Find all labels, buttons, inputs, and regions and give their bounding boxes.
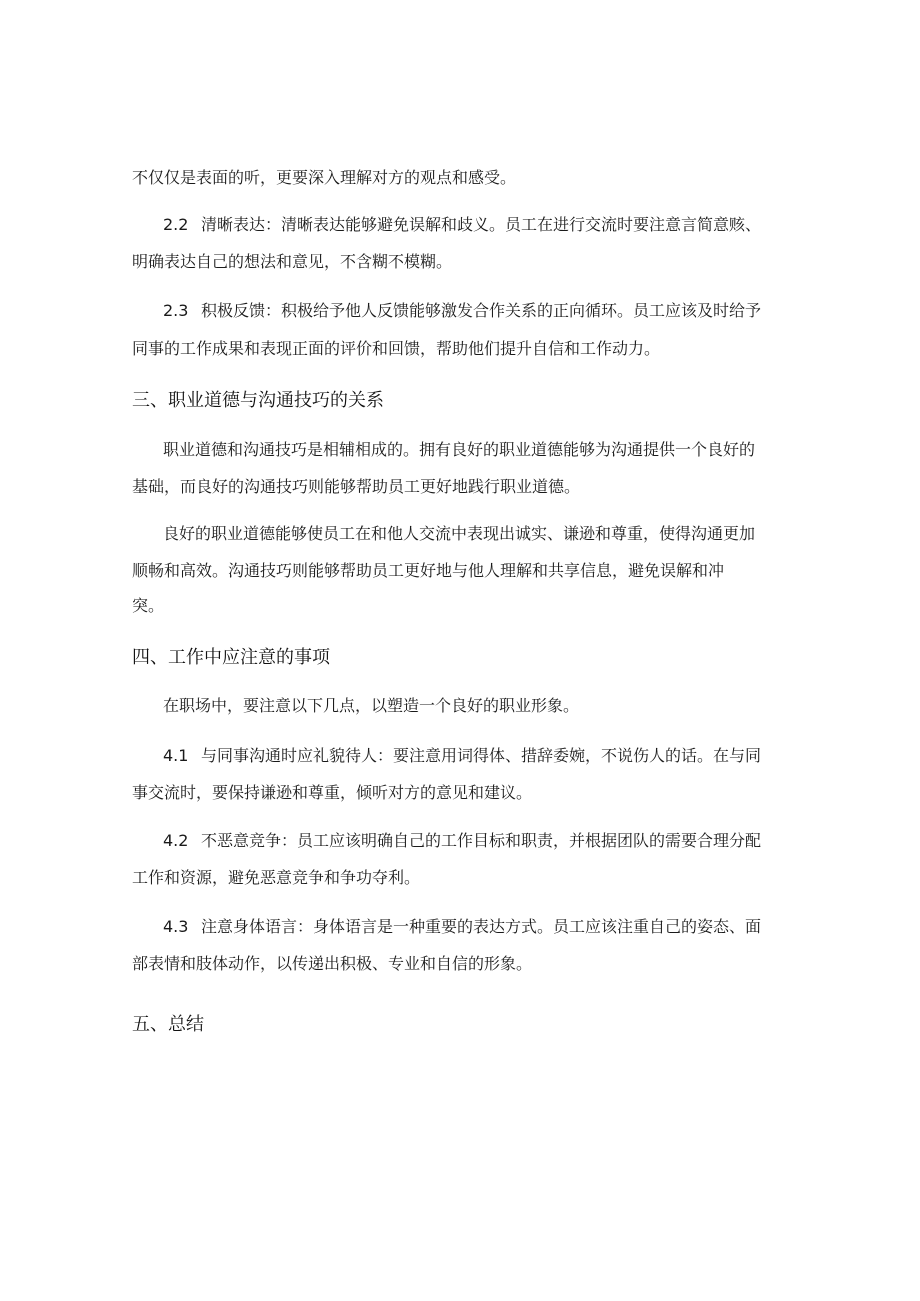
section-heading-5: 五、总结 — [132, 1014, 204, 1035]
item-text: 注意身体语言：身体语言是一种重要的表达方式。员工应该注重自己的姿态、面 — [201, 917, 762, 936]
paragraph-line: 在职场中，要注意以下几点，以塑造一个良好的职业形象。 — [163, 696, 580, 715]
item-number: 4.2 — [163, 831, 189, 850]
item-text: 不恶意竞争：员工应该明确自己的工作目标和职责，并根据团队的需要合理分配 — [201, 831, 762, 850]
list-item-2-3 — [163, 301, 761, 321]
paragraph-line: 明确表达自己的想法和意见，不含糊不模糊。 — [132, 252, 453, 271]
item-number: 4.3 — [163, 917, 189, 936]
list-item-4-3 — [163, 917, 761, 937]
paragraph-line: 不仅仅是表面的听，更要深入理解对方的观点和感受。 — [132, 168, 517, 187]
paragraph-line: 顺畅和高效。沟通技巧则能够帮助员工更好地与他人理解和共享信息，避免误解和冲 — [132, 561, 725, 580]
paragraph-line: 事交流时，要保持谦逊和尊重，倾听对方的意见和建议。 — [132, 783, 533, 802]
paragraph-line: 基础，而良好的沟通技巧则能够帮助员工更好地践行职业道德。 — [132, 477, 581, 496]
item-text: 清晰表达：清晰表达能够避免误解和歧义。员工在进行交流时要注意言简意赅、 — [201, 215, 762, 234]
paragraph-line: 同事的工作成果和表现正面的评价和回馈，帮助他们提升自信和工作动力。 — [132, 339, 661, 358]
list-item-2-2 — [163, 215, 761, 235]
list-item-4-2 — [163, 831, 761, 851]
section-heading-3: 三、职业道德与沟通技巧的关系 — [132, 390, 384, 411]
paragraph-line: 工作和资源，避免恶意竞争和争功夺利。 — [132, 868, 421, 887]
section-heading-4: 四、工作中应注意的事项 — [132, 647, 330, 668]
item-number: 4.1 — [163, 746, 189, 765]
item-text: 积极反馈：积极给予他人反馈能够激发合作关系的正向循环。员工应该及时给予 — [201, 301, 762, 320]
paragraph-line: 部表情和肢体动作，以传递出积极、专业和自信的形象。 — [132, 954, 533, 973]
item-text: 与同事沟通时应礼貌待人：要注意用词得体、措辞委婉，不说伤人的话。在与同 — [201, 746, 762, 765]
item-number: 2.3 — [163, 301, 189, 320]
item-number: 2.2 — [163, 215, 189, 234]
paragraph-line: 职业道德和沟通技巧是相辅相成的。拥有良好的职业道德能够为沟通提供一个良好的 — [163, 440, 756, 459]
list-item-4-1 — [163, 746, 761, 766]
paragraph-line: 良好的职业道德能够使员工在和他人交流中表现出诚实、谦逊和尊重，使得沟通更加 — [163, 524, 756, 543]
paragraph-line: 突。 — [132, 596, 165, 615]
